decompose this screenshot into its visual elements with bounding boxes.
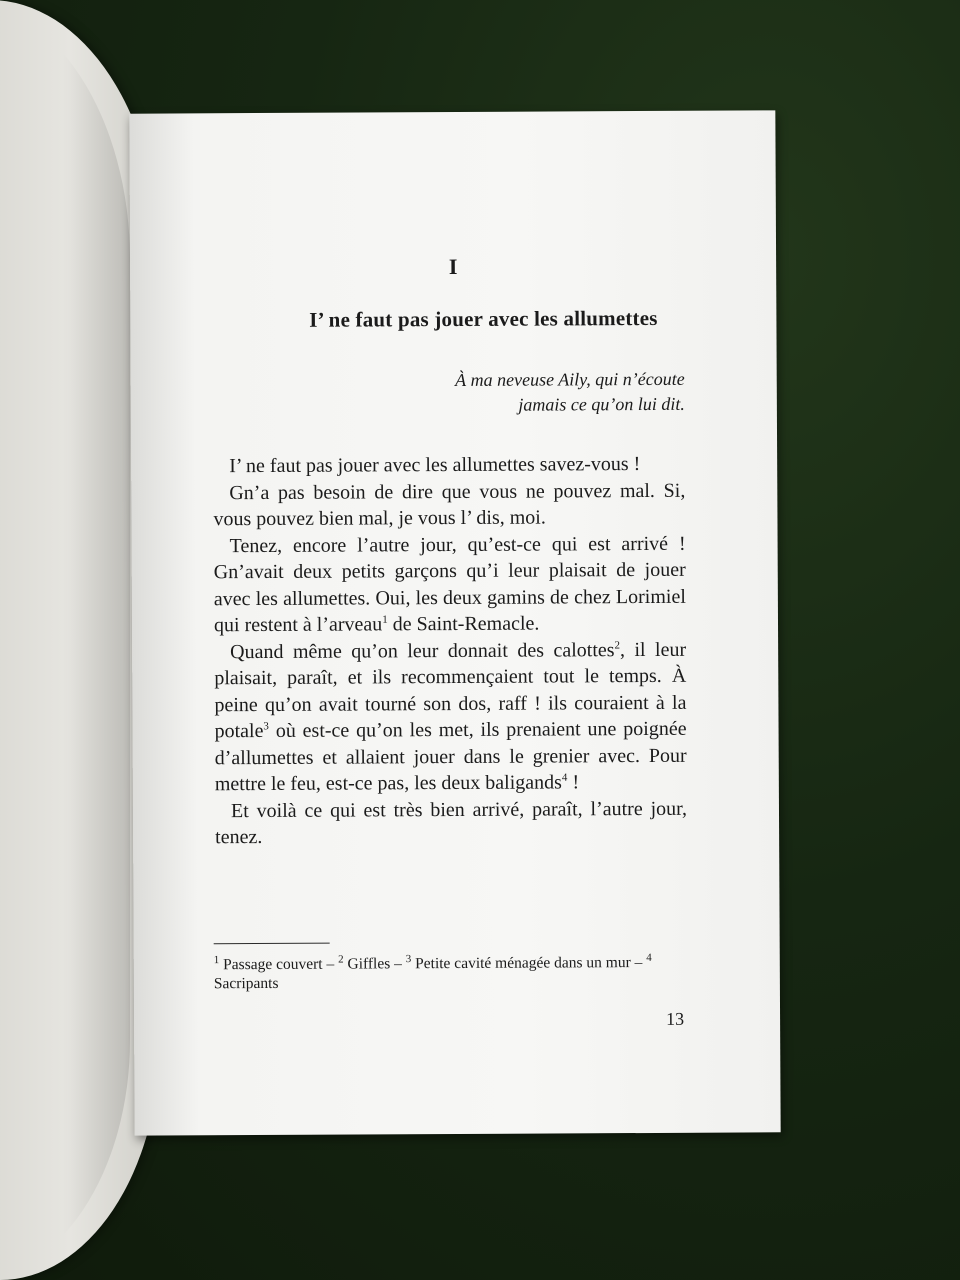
paragraph-4 xyxy=(214,636,687,797)
footnote-number-1: 1 xyxy=(213,954,220,967)
paragraph-2: Gn’a pas besoin de dire que vous ne pouvez mal. Si, vous pouvez bien mal, je vous l’ dis, moi. xyxy=(213,479,686,531)
footnote-text-1: Passage couvert – xyxy=(219,955,339,974)
paragraph-5: Et voilà ce qui est très bien arrivé, paraît, l’autre jour, tenez. xyxy=(215,797,688,849)
paragraph-4-text-d: ! xyxy=(567,771,580,794)
footnote-number-4: 4 xyxy=(646,951,652,964)
paragraph-4-text-c: où est-ce qu’on les met, ils prenaient une poignée d’allumettes et allaient jouer dans le grenier avec. Pour mettre le feu, est-ce pas, les deux baligands xyxy=(214,717,687,796)
body-text xyxy=(213,451,687,851)
paragraph-3-text-b: de Saint-Remacle. xyxy=(387,612,540,636)
chapter-title: I’ ne faut pas jouer avec les allumettes xyxy=(309,305,658,332)
footnote-ref-4: 4 xyxy=(561,771,568,784)
left-page-shadow xyxy=(0,0,130,1280)
chapter-number: I xyxy=(448,253,458,280)
book-page xyxy=(129,110,780,1135)
page-number: 13 xyxy=(666,1008,685,1029)
footnote-number-2: 2 xyxy=(338,953,344,966)
paragraph-3-text-a: Tenez, encore l’autre jour, qu’est-ce qui est arrivé ! Gn’avait deux petits garçons qu’i leur plaisait de jouer avec les allumettes. Oui, les deux gamins de chez Lorimiel qui restent à l’arveau xyxy=(213,532,686,637)
footnote-ref-2: 2 xyxy=(614,638,621,652)
paragraph-3 xyxy=(214,530,687,638)
dedication-line-1: À ma neveuse Aily, qui n’écoute xyxy=(455,368,685,390)
footnote-text-2: Giffles – xyxy=(343,955,406,973)
paragraph-4-text-a: Quand même qu’on leur donnait des calottes xyxy=(230,638,615,663)
footnote-text-3: Petite cavité ménagée dans un mur – xyxy=(411,954,647,973)
footnotes xyxy=(214,953,690,993)
footnote-divider xyxy=(214,943,330,945)
paragraph-1: I’ ne faut pas jouer avec les allumettes savez-vous ! xyxy=(229,453,641,478)
dedication xyxy=(325,367,685,419)
footnote-ref-3: 3 xyxy=(263,720,269,733)
footnote-number-3: 3 xyxy=(405,953,412,966)
dedication-line-2: jamais ce qu’on lui dit. xyxy=(518,393,685,415)
paragraph-4-text-b: , il leur plaisait, paraît, et ils recommençaient tout le temps. À peine qu’on avait tourné son dos, raff ! ils couraient à la potale xyxy=(214,638,687,743)
footnote-text-4: Sacripants xyxy=(213,974,279,993)
footnote-ref-1: 1 xyxy=(382,613,388,626)
